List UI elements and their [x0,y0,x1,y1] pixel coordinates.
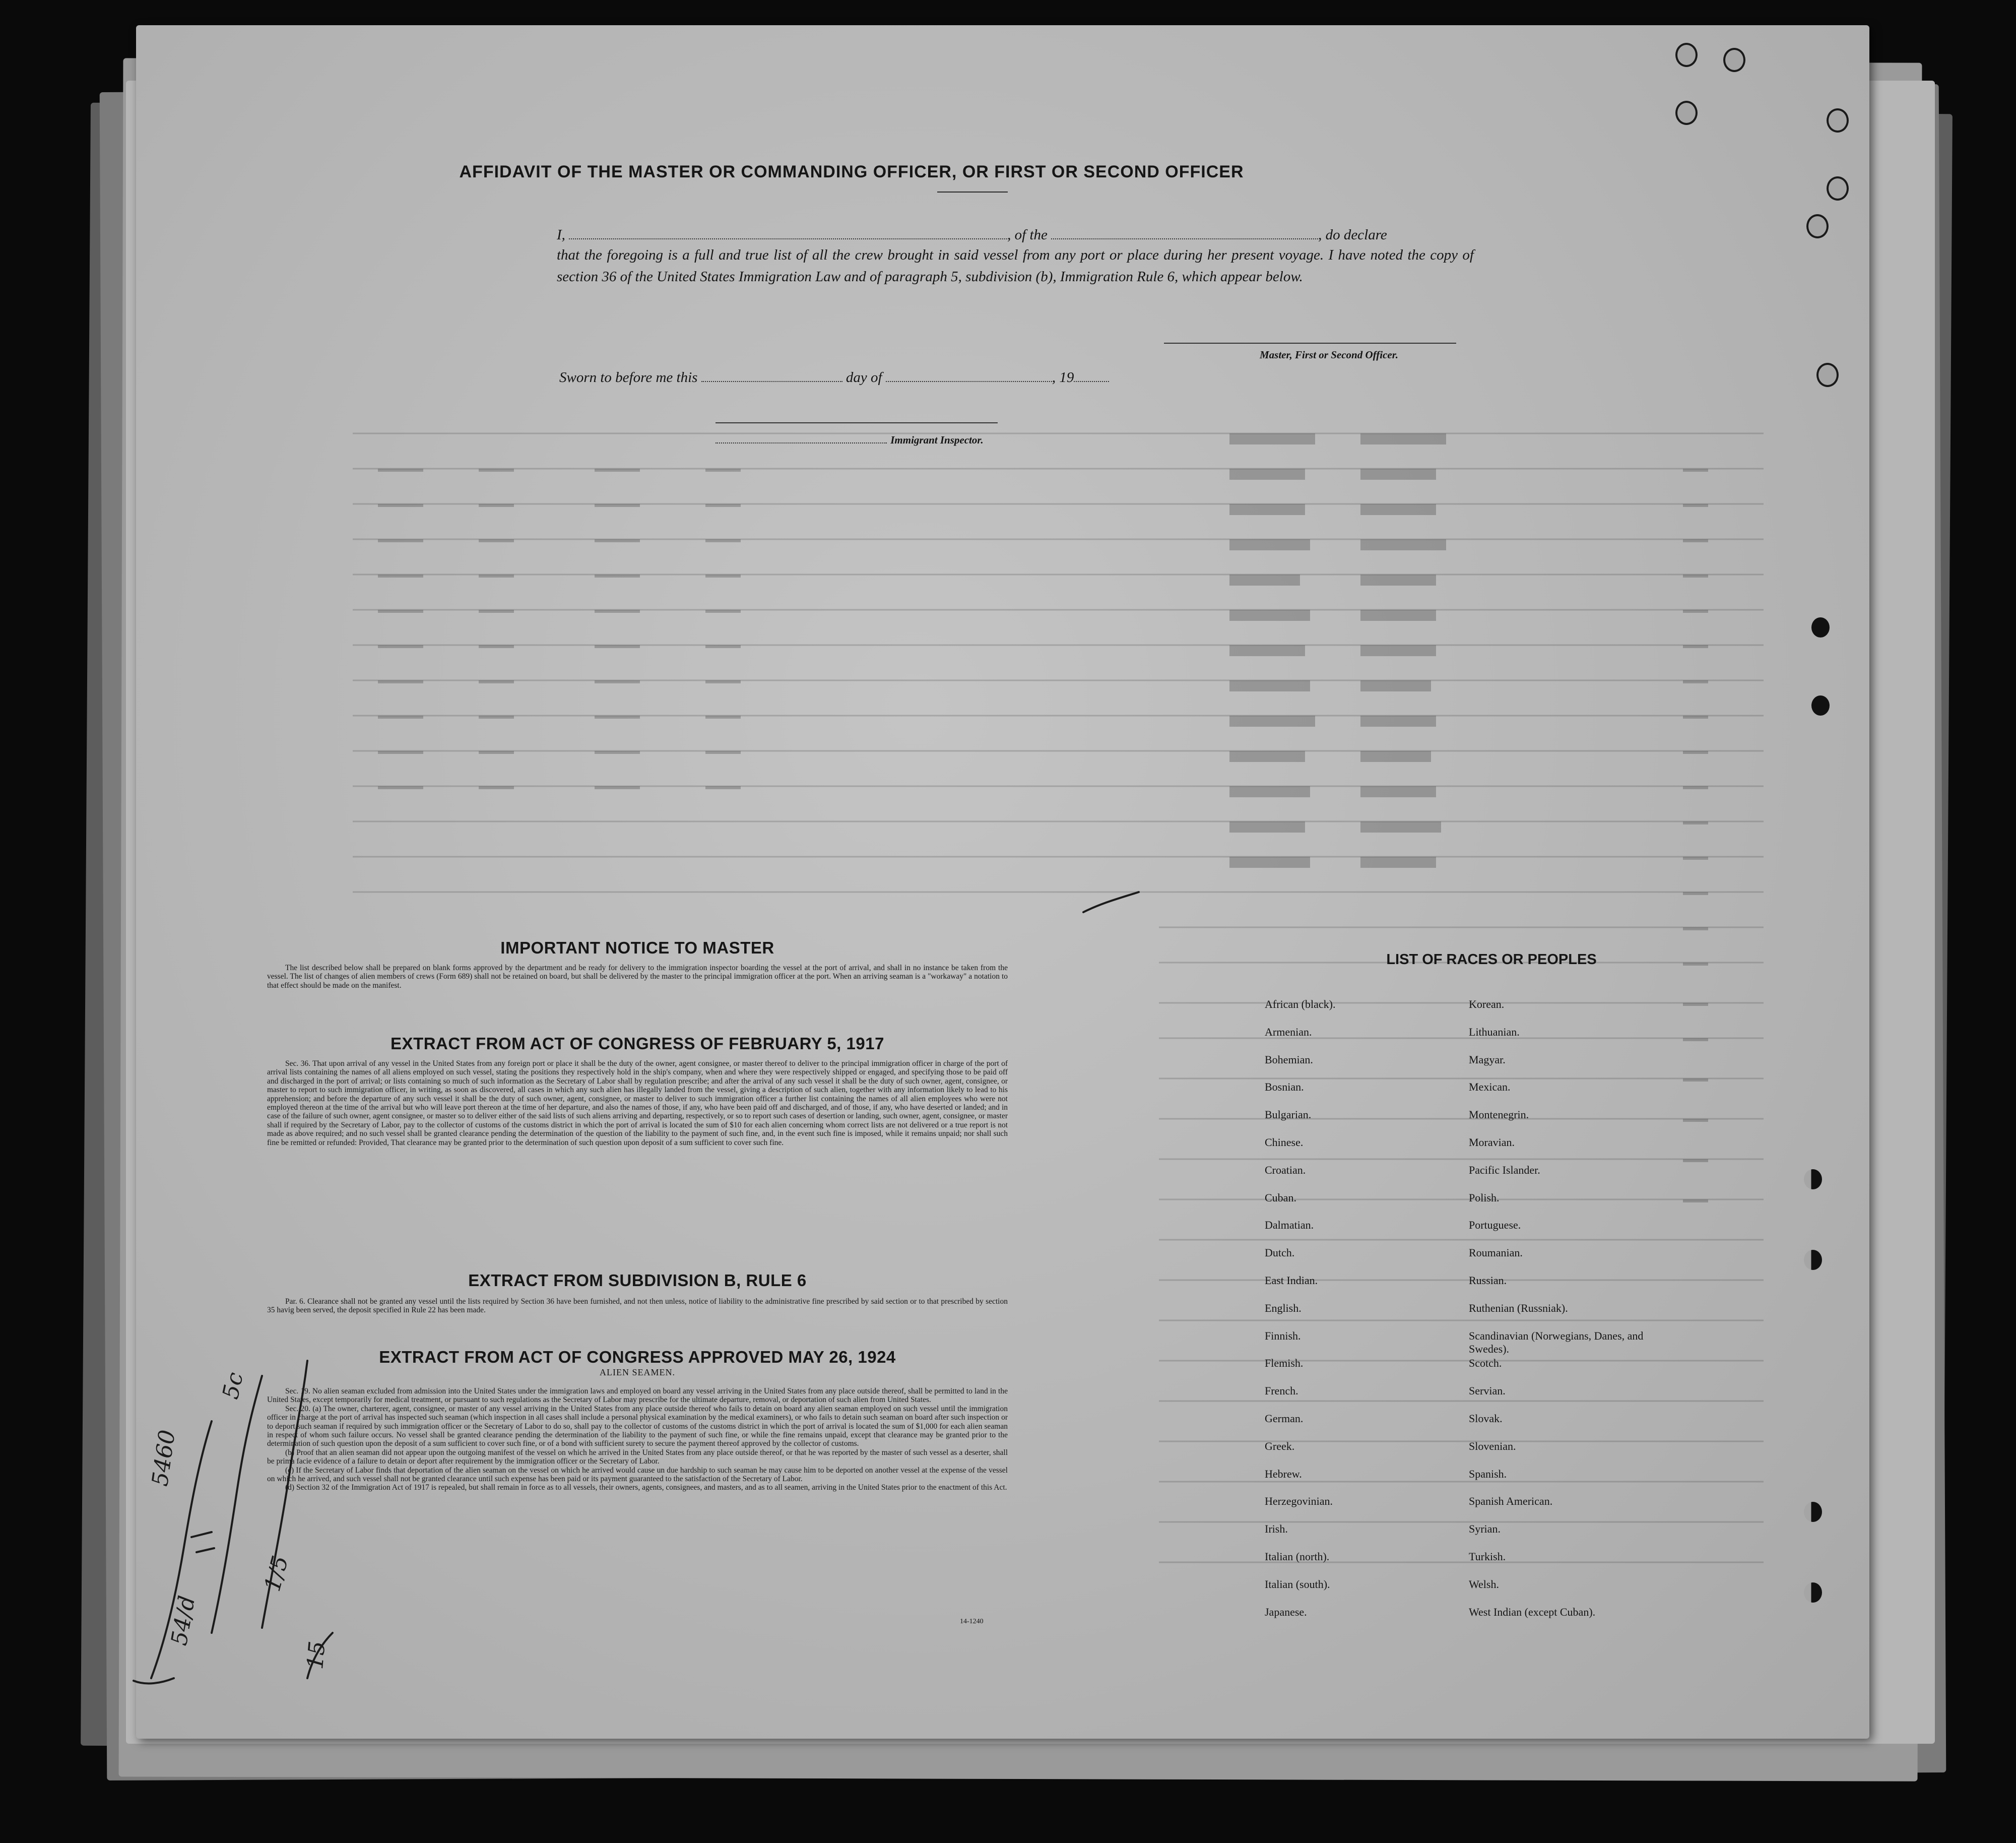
punch-hole [1827,108,1849,133]
race-item: Italian (south). [1265,1577,1330,1591]
day-of-label: day of [846,369,882,386]
sworn-line [559,369,1109,386]
punch-hole [1804,1169,1822,1189]
vessel-name-field[interactable] [1051,228,1318,239]
handwritten-note: 5460 [147,1428,181,1488]
race-item: African (black). [1265,998,1336,1010]
extract-1924-sec20d: (d) Section 32 of the Immigration Act of 1917 is repealed, but shall remain in force as to all vessels, their owners, agents, consignees, and masters, and as to all seamen, arriving in the United States prior to the enactment of this Act. [285,1483,1007,1492]
race-item: Welsh. [1469,1577,1499,1591]
sworn-text: Sworn to before me this [559,369,698,386]
race-item: Italian (north). [1265,1550,1330,1563]
inspector-line [716,431,984,448]
notice-title: IMPORTANT NOTICE TO MASTER [500,938,774,957]
race-item: Syrian. [1469,1522,1501,1536]
race-item: Japanese. [1265,1605,1307,1618]
race-item: East Indian. [1265,1274,1318,1287]
sworn-month-field[interactable] [886,371,1052,382]
inspector-signature-field[interactable] [716,432,887,443]
race-item: French. [1265,1384,1298,1397]
affidavit-title: AFFIDAVIT OF THE MASTER OR COMMANDING OFFICER, OR FIRST OR SECOND OFFICER [459,162,1244,181]
race-item: Greek. [1265,1439,1295,1452]
handwritten-note: 15 [302,1640,331,1671]
race-item: Bulgarian. [1265,1108,1312,1121]
race-item: Slovak. [1469,1412,1503,1425]
extract-1917-text: Sec. 36. That upon arrival of any vessel in the United States from any foreign port or place it shall be the duty of the owner, agent consignee, or master thereof to deliver to the principal immigration officer in charge of the port of arrival lists containing the names of all aliens employed on such vessel, stating the positions they respectively hold in the ship's company, when and where they were respectively shipped or engaged, and specifying those to be paid off and discharged in the port of arrival; or lists containing so much of such information as the Secretary of Labor shall by regulation prescribe; and after the arrival of any such vessel it shall be the duty of such owner, agent, consignee, or master to report to such immigration officer, in writing, as soon as discovered, all cases in which any such alien has illegally landed from the vessel, giving a description of such alien, together with any information likely to lead to his apprehension; and before the departure of any such vessel it shall be the duty of such owner, agent, consignee, or master to deliver to such immigration officer a further list containing the names of all alien employees who were not employed thereon at the time of the arrival but who will leave port thereon at the time of her departure, and also the names of those, if any, who have been paid off and discharged, and of those, if any, who have deserted or landed; and in case of the failure of such owner, agent consignee, or master so to deliver either of the said lists of such aliens arriving and departing, respectively, or so to report such cases of desertion or landing, such owner, agent, consignee, or master shall if required by the Secretary of Labor, pay to the collector of customs of the customs district in which the port of arrival is located the sum of $10 for each alien concerning whom correct lists are not delivered or a true report is not made as above required; and no such vessel shall be granted clearance pending the determination of the question of the liability to the payment of such fine, and, in the event such fine is imposed, while it remains unpaid; nor shall such fine be remitted or refunded: Provided, That clearance may be granted prior to the determination of such question upon deposit of a sum sufficient to cover such fine. [267,1059,1008,1147]
affidavit-of-the-label: , of the [1007,227,1048,243]
extract-1924-sec20b: (b) Proof that an alien seaman did not appear upon the outgoing manifest of the vessel on which he arrived in the United States from any place outside thereof, or that he was reported by the master of such vessel as a deserter, shall be prima facie evidence of a failure to detain or deport after requirement by the immigration officer or the Secretary of Labor. [267,1448,1008,1466]
race-item: Scotch. [1469,1357,1502,1370]
race-item: Korean. [1469,998,1505,1010]
race-item: Dalmatian. [1265,1219,1314,1232]
extract-1917-body [267,1059,1008,1147]
punch-hole [1804,1582,1822,1603]
race-item: West Indian (except Cuban). [1469,1605,1596,1618]
race-item: English. [1265,1301,1302,1314]
inspector-label: Immigrant Inspector. [890,434,984,446]
race-item: Portuguese. [1469,1219,1521,1232]
master-signature-line[interactable] [1164,343,1456,344]
extract-1917-title: EXTRACT FROM ACT OF CONGRESS OF FEBRUARY 5, 1917 [391,1034,884,1053]
form-number: 14-1240 [960,1618,984,1625]
race-item: Finnish. [1265,1329,1301,1342]
race-item: Scandinavian (Norwegians, Danes, and Swedes). [1469,1329,1644,1355]
race-item: Armenian. [1265,1025,1312,1038]
notice-text: The list described below shall be prepared on blank forms approved by the department and be ready for delivery to the immigration inspector boarding the vessel at the port of arrival, and shall in no instance be taken from the vessel. The list of changes of alien members of crews (Form 689) shall not be retained on board, but shall be delivered by the master to the principal immigration officer at the port. When an arriving seaman is a "workaway" a notation to that effect should be made on the manifest. [267,964,1008,990]
punch-hole [1804,1250,1822,1270]
extract-1924-sec19: Sec. 19. No alien seaman excluded from admission into the United States under the immigration laws and employed on board any vessel arriving in the United States from any place outside thereof, shall be permitted to land in the United States, except temporarily for medical treatment, or pursuant to such regulations as the Secretary of Labor may prescribe for the ultimate departure, removal, or deportation of such alien from United States. [267,1387,1008,1405]
extract-1924-sec20a: Sec. 20. (a) The owner, charterer, agent, consignee, or master of any vessel arriving in the United States from any place outside thereof who fails to detain on board any alien seaman employed on such vessel until the immigration officer in charge at the port of arrival has inspected such seaman (which inspection in all cases shall include a personal physical examination by the medical examiners), or who fails to detain such seaman on board after such inspection or to deport such seaman if required by such immigration officer or the Secretary of Labor to do so, shall pay to the collector of customs of the customs district in which the port of arrival is located the sum of $1,000 for each alien seaman in respect of whom such failure occurs. No vessel shall be granted clearance pending the determination of the liability to the payment of such fine, or while the fine remains unpaid, except that clearance may be granted prior to the determination of such question upon the deposit of a sum sufficient to cover such fine, or of a bond with sufficient surety to secure the payment thereof approved by the collector of customs. [267,1404,1008,1448]
extract-1924-sec20c: (c) If the Secretary of Labor finds that deportation of the alien seaman on the vessel on which he arrived would cause un due hardship to such seaman he may cause him to be deported on another vessel at the expense of the vessel on which he arrived, and such vessel shall not be granted clearance until such expense has been paid or its payment guaranteed to the satisfaction of the Secretary of Labor. [267,1466,1008,1484]
extract-rule6-title: EXTRACT FROM SUBDIVISION B, RULE 6 [468,1271,807,1290]
race-item: Slovenian. [1469,1439,1516,1452]
notice-body [267,964,1008,990]
master-name-field[interactable] [569,228,1007,239]
extract-1924-subtitle: ALIEN SEAMEN. [600,1367,675,1377]
race-item: Russian. [1469,1274,1507,1287]
race-item: Polish. [1469,1191,1500,1204]
affidavit-paragraph: that the foregoing is a full and true list of all the crew brought in said vessel from any port or place during her present voyage. I have noted the copy of section 36 of the United States Immigration Law and of paragraph 5, subdivision (b), Immigration Rule 6, which appear below. [557,247,1474,285]
race-item: Montenegrin. [1469,1108,1529,1121]
punch-hole [1675,43,1698,67]
races-left-column [1265,998,1335,1633]
race-item: Spanish. [1469,1467,1507,1480]
race-item: Croatian. [1265,1163,1306,1176]
year-prefix-label: , 19 [1052,369,1074,386]
race-item: Spanish American. [1469,1495,1553,1508]
title-divider [937,192,1008,193]
punch-hole [1675,101,1698,125]
affidavit-i-label: I, [557,227,565,243]
punch-hole [1816,363,1839,387]
race-item: Bohemian. [1265,1053,1313,1066]
race-item: Irish. [1265,1522,1288,1536]
race-item: Flemish. [1265,1357,1304,1370]
races-title: LIST OF RACES OR PEOPLES [1386,951,1597,968]
races-right-column [1469,998,1665,1633]
master-signature-label: Master, First or Second Officer. [1260,349,1398,361]
race-item: Chinese. [1265,1135,1304,1149]
punch-hole [1806,214,1829,238]
race-item: Servian. [1469,1384,1506,1397]
race-item: Dutch. [1265,1246,1295,1259]
extract-1924-body [267,1387,1008,1492]
punch-hole [1723,48,1745,72]
race-item: Ruthenian (Russniak). [1469,1301,1568,1314]
extract-rule6-text: Par. 6. Clearance shall not be granted any vessel until the lists required by Section 36 have been furnished, and not then unless, notice of liability to the administrative fine prescribed by said section or to that prescribed by section 35 havig been served, the deposit specified in Rule 22 has been made. [267,1297,1008,1315]
extract-1924-title: EXTRACT FROM ACT OF CONGRESS APPROVED MAY 26, 1924 [379,1348,896,1366]
punch-hole [1811,617,1830,638]
race-item: Mexican. [1469,1081,1511,1094]
affidavit-declaration-line [557,227,1387,243]
punch-hole [1804,1502,1822,1522]
race-item: Hebrew. [1265,1467,1302,1480]
race-item: Bosnian. [1265,1081,1304,1094]
inspector-upper-rule [716,422,998,423]
affidavit-declare-label: , do declare [1318,227,1387,243]
race-item: Herzegovinian. [1265,1495,1333,1508]
sworn-day-field[interactable] [701,371,842,382]
race-item: Moravian. [1469,1135,1515,1149]
punch-hole [1827,176,1849,201]
handwritten-note: 5c [218,1370,248,1402]
handwritten-note: 54/d [166,1594,201,1647]
race-item: Pacific Islander. [1469,1163,1540,1176]
extract-rule6-body [267,1297,1008,1315]
handwritten-note: 1/5 [259,1553,294,1595]
sworn-year-field[interactable] [1074,371,1109,382]
race-item: German. [1265,1412,1304,1425]
race-item: Turkish. [1469,1550,1506,1563]
race-item: Roumanian. [1469,1246,1523,1259]
race-item: Magyar. [1469,1053,1506,1066]
race-item: Cuban. [1265,1191,1296,1204]
race-item: Lithuanian. [1469,1025,1520,1038]
punch-hole [1811,695,1830,716]
